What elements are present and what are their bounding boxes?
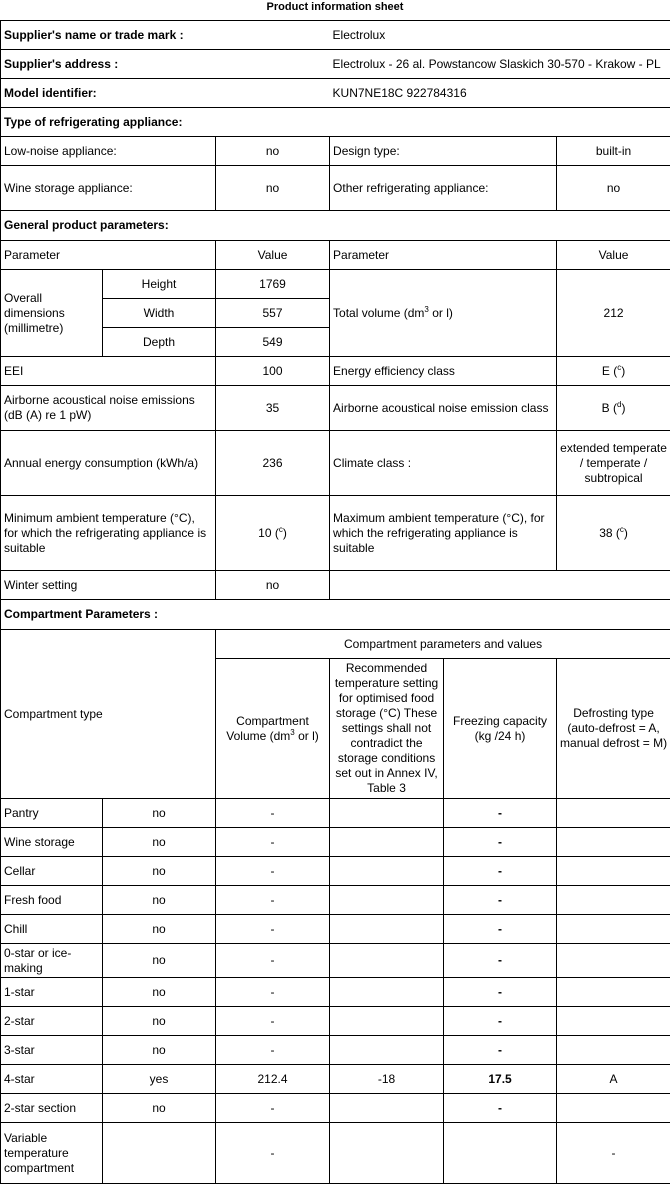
parameter-header: Parameter xyxy=(1,241,216,270)
compartment-row xyxy=(1,915,670,944)
product-information-table xyxy=(0,20,670,1184)
compartment-name: Chill xyxy=(1,915,103,944)
width-value: 557 xyxy=(216,299,330,328)
winter-setting-label: Winter setting xyxy=(1,571,216,600)
compartment-name: 4-star xyxy=(1,1065,103,1094)
depth-label: Depth xyxy=(103,328,216,357)
compartment-freezing-capacity: - xyxy=(444,1007,557,1036)
compartment-temperature xyxy=(330,1123,444,1184)
other-appliance-value: no xyxy=(557,166,670,211)
compartment-temperature xyxy=(330,1007,444,1036)
compartment-volume: - xyxy=(216,886,330,915)
compartment-defrost-type xyxy=(557,1094,670,1123)
compartment-volume: - xyxy=(216,915,330,944)
climate-class-label: Climate class : xyxy=(330,431,557,496)
eei-label: EEI xyxy=(1,357,216,386)
compartment-volume: - xyxy=(216,857,330,886)
compartment-rows xyxy=(1,799,670,1184)
compartment-temperature xyxy=(330,799,444,828)
compartment-name: 2-star xyxy=(1,1007,103,1036)
compartment-present: no xyxy=(103,1007,216,1036)
compartment-freezing-capacity: - xyxy=(444,828,557,857)
sheet-title: Product information sheet xyxy=(266,1,404,13)
noise-class-label: Airborne acoustical noise emission class xyxy=(330,386,557,431)
compartment-freezing-capacity: - xyxy=(444,1036,557,1065)
recommended-temp-header: Recommended temperature setting for optimised food storage (°C) These settings shall not contradict the storage conditions set out in Annex IV, Table 3 xyxy=(330,659,444,799)
compartment-volume: - xyxy=(216,978,330,1007)
supplier-name-label: Supplier's name or trade mark : xyxy=(1,21,330,50)
compartment-group-header: Compartment parameters and values xyxy=(216,630,670,659)
compartment-present: no xyxy=(103,1094,216,1123)
min-ambient-temp-label: Minimum ambient temperature (°C), for which the refrigerating appliance is suitable xyxy=(1,496,216,571)
compartment-present: no xyxy=(103,799,216,828)
compartment-temperature xyxy=(330,828,444,857)
compartment-freezing-capacity: - xyxy=(444,886,557,915)
compartment-name: Variable temperature compartment xyxy=(1,1123,103,1184)
compartment-present: no xyxy=(103,828,216,857)
compartment-present: yes xyxy=(103,1065,216,1094)
eei-value: 100 xyxy=(216,357,330,386)
empty-cell xyxy=(330,571,670,600)
compartment-defrost-type xyxy=(557,915,670,944)
compartment-row xyxy=(1,886,670,915)
compartment-temperature xyxy=(330,1094,444,1123)
compartment-row xyxy=(1,1094,670,1123)
model-identifier-label: Model identifier: xyxy=(1,79,330,108)
compartment-volume-header: Compartment Volume ($dm^3$ or l) xyxy=(216,659,330,799)
compartment-row xyxy=(1,799,670,828)
compartment-defrost-type xyxy=(557,799,670,828)
annual-energy-label: Annual energy consumption (kWh/a) xyxy=(1,431,216,496)
compartment-volume: - xyxy=(216,944,330,978)
noise-class-value: B ($^d$) xyxy=(557,386,670,431)
compartment-defrost-type xyxy=(557,944,670,978)
compartment-row xyxy=(1,1007,670,1036)
compartment-defrost-type: A xyxy=(557,1065,670,1094)
compartment-volume: - xyxy=(216,1036,330,1065)
compartment-defrost-type xyxy=(557,1036,670,1065)
compartment-volume: - xyxy=(216,1123,330,1184)
compartment-present xyxy=(103,1123,216,1184)
compartment-name: Cellar xyxy=(1,857,103,886)
compartment-temperature xyxy=(330,944,444,978)
defrosting-type-header: Defrosting type (auto-defrost = A, manual defrost = M) xyxy=(557,659,670,799)
compartment-name: 2-star section xyxy=(1,1094,103,1123)
depth-value: 549 xyxy=(216,328,330,357)
compartment-row xyxy=(1,1036,670,1065)
compartment-present: no xyxy=(103,978,216,1007)
low-noise-value: no xyxy=(216,137,330,166)
wine-storage-label: Wine storage appliance: xyxy=(1,166,216,211)
compartment-volume: 212.4 xyxy=(216,1065,330,1094)
other-appliance-label: Other refrigerating appliance: xyxy=(330,166,557,211)
max-ambient-temp-label: Maximum ambient temperature (°C), for which the refrigerating appliance is suitable xyxy=(330,496,557,571)
compartment-present: no xyxy=(103,857,216,886)
parameter-header-right: Parameter xyxy=(330,241,557,270)
compartment-defrost-type: - xyxy=(557,1123,670,1184)
wine-storage-value: no xyxy=(216,166,330,211)
compartment-present: no xyxy=(103,1036,216,1065)
compartment-temperature xyxy=(330,1036,444,1065)
compartment-volume: - xyxy=(216,1094,330,1123)
compartment-defrost-type xyxy=(557,857,670,886)
total-volume-value: 212 xyxy=(557,270,670,357)
compartment-row xyxy=(1,944,670,978)
compartment-freezing-capacity: - xyxy=(444,1094,557,1123)
compartment-volume: - xyxy=(216,799,330,828)
overall-dimensions-label: Overall dimensions (millimetre) xyxy=(1,270,103,357)
compartment-defrost-type xyxy=(557,886,670,915)
compartment-name: Fresh food xyxy=(1,886,103,915)
supplier-address-value: Electrolux - 26 al. Powstancow Slaskich 30-570 - Krakow - PL xyxy=(330,50,670,79)
compartment-defrost-type xyxy=(557,1007,670,1036)
low-noise-label: Low-noise appliance: xyxy=(1,137,216,166)
winter-setting-value: no xyxy=(216,571,330,600)
compartment-type-header: Compartment type xyxy=(1,630,216,799)
energy-class-value: E ($^c$) xyxy=(557,357,670,386)
type-section-heading: Type of refrigerating appliance: xyxy=(1,108,670,137)
compartment-freezing-capacity: - xyxy=(444,915,557,944)
compartment-row xyxy=(1,978,670,1007)
compartment-temperature xyxy=(330,978,444,1007)
design-type-value: built-in xyxy=(557,137,670,166)
climate-class-value: extended temperate / temperate / subtropical xyxy=(557,431,670,496)
compartment-name: Pantry xyxy=(1,799,103,828)
max-ambient-temp-value: 38 ($^c$) xyxy=(557,496,670,571)
compartment-defrost-type xyxy=(557,828,670,857)
compartment-present: no xyxy=(103,915,216,944)
compartment-volume: - xyxy=(216,828,330,857)
model-identifier-value: KUN7NE18C 922784316 xyxy=(330,79,670,108)
compartment-freezing-capacity: - xyxy=(444,978,557,1007)
value-header-right: Value xyxy=(557,241,670,270)
compartment-freezing-capacity: - xyxy=(444,857,557,886)
height-label: Height xyxy=(103,270,216,299)
compartment-temperature xyxy=(330,915,444,944)
compartment-defrost-type xyxy=(557,978,670,1007)
compartment-temperature xyxy=(330,857,444,886)
compartment-freezing-capacity: - xyxy=(444,799,557,828)
supplier-name-value: Electrolux xyxy=(330,21,670,50)
noise-emissions-value: 35 xyxy=(216,386,330,431)
compartment-temperature xyxy=(330,886,444,915)
height-value: 1769 xyxy=(216,270,330,299)
compartment-row xyxy=(1,1065,670,1094)
compartment-section-heading: Compartment Parameters : xyxy=(1,600,670,630)
compartment-row xyxy=(1,828,670,857)
total-volume-label: Total volume ($dm^3$ or l) xyxy=(330,270,557,357)
compartment-name: Wine storage xyxy=(1,828,103,857)
compartment-freezing-capacity xyxy=(444,1123,557,1184)
compartment-name: 1-star xyxy=(1,978,103,1007)
compartment-volume: - xyxy=(216,1007,330,1036)
energy-class-label: Energy efficiency class xyxy=(330,357,557,386)
compartment-temperature: -18 xyxy=(330,1065,444,1094)
design-type-label: Design type: xyxy=(330,137,557,166)
supplier-address-label: Supplier's address : xyxy=(1,50,330,79)
compartment-row xyxy=(1,1123,670,1184)
value-header: Value xyxy=(216,241,330,270)
annual-energy-value: 236 xyxy=(216,431,330,496)
compartment-present: no xyxy=(103,886,216,915)
compartment-present: no xyxy=(103,944,216,978)
compartment-row xyxy=(1,857,670,886)
min-ambient-temp-value: 10 ($^c$) xyxy=(216,496,330,571)
compartment-freezing-capacity: 17.5 xyxy=(444,1065,557,1094)
noise-emissions-label: Airborne acoustical noise emissions (dB (A) re 1 pW) xyxy=(1,386,216,431)
compartment-freezing-capacity: - xyxy=(444,944,557,978)
compartment-name: 3-star xyxy=(1,1036,103,1065)
freezing-capacity-header: Freezing capacity (kg /24 h) xyxy=(444,659,557,799)
compartment-name: 0-star or ice-making xyxy=(1,944,103,978)
general-section-heading: General product parameters: xyxy=(1,211,670,241)
width-label: Width xyxy=(103,299,216,328)
